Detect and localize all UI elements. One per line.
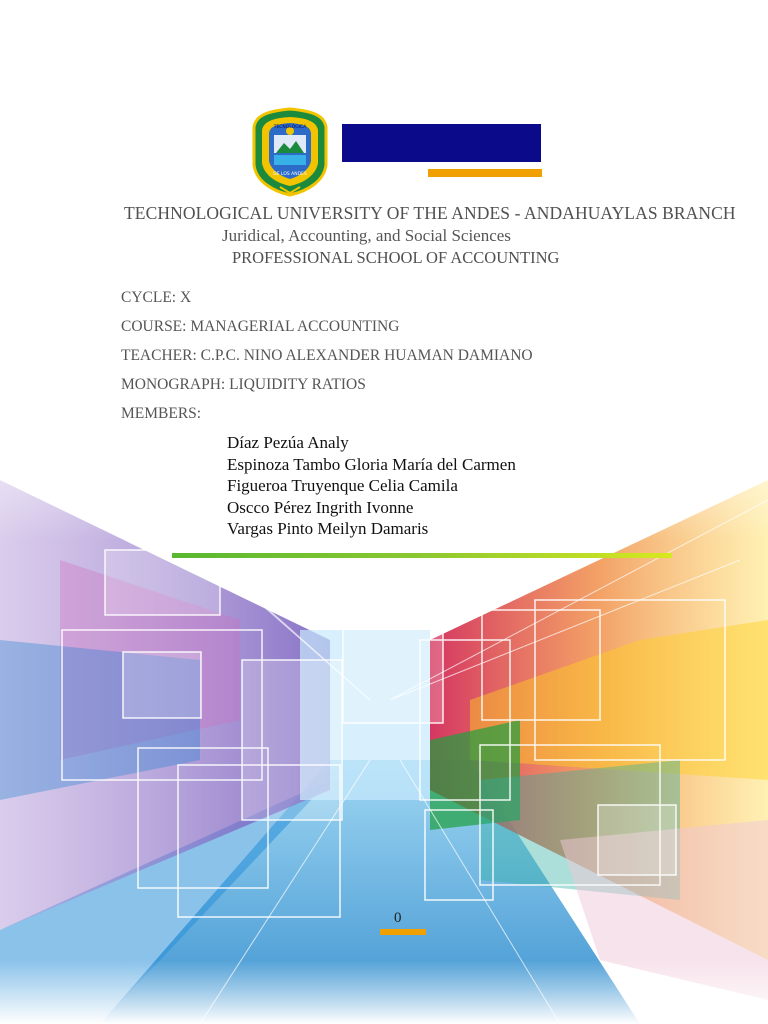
school-name: PROFESSIONAL SCHOOL OF ACCOUNTING [232,248,560,267]
member-item: Espinoza Tambo Gloria María del Carmen [227,454,516,474]
teacher-line: TEACHER: C.P.C. NINO ALEXANDER HUAMAN DAMIANO [121,347,533,364]
member-item: Díaz Pezúa Analy [227,433,349,452]
university-name: TECHNOLOGICAL UNIVERSITY OF THE ANDES - ANDAHUAYLAS BRANCH [124,203,736,223]
svg-text:DE LOS ANDES: DE LOS ANDES [273,172,307,177]
monograph-line: MONOGRAPH: LIQUIDITY RATIOS [121,376,366,393]
header-blue-block [342,124,541,162]
member-item: Oscco Pérez Ingrith Ivonne [227,497,414,517]
svg-text:TECNOLÓGICA: TECNOLÓGICA [273,125,307,130]
page-number: 0 [394,910,402,926]
cycle-line: CYCLE: X [121,289,192,306]
faculty-name: Juridical, Accounting, and Social Sciences [222,226,511,245]
members-label: MEMBERS: [121,405,202,422]
page-number-bar [380,929,426,935]
divider-line [172,553,672,558]
member-item: Figueroa Truyenque Celia Camila [227,476,458,495]
course-line: COURSE: MANAGERIAL ACCOUNTING [121,318,400,335]
university-seal-icon [250,105,330,197]
member-item: Vargas Pinto Meilyn Damaris [227,519,429,538]
header-orange-bar [428,169,542,177]
members-list [227,432,516,540]
